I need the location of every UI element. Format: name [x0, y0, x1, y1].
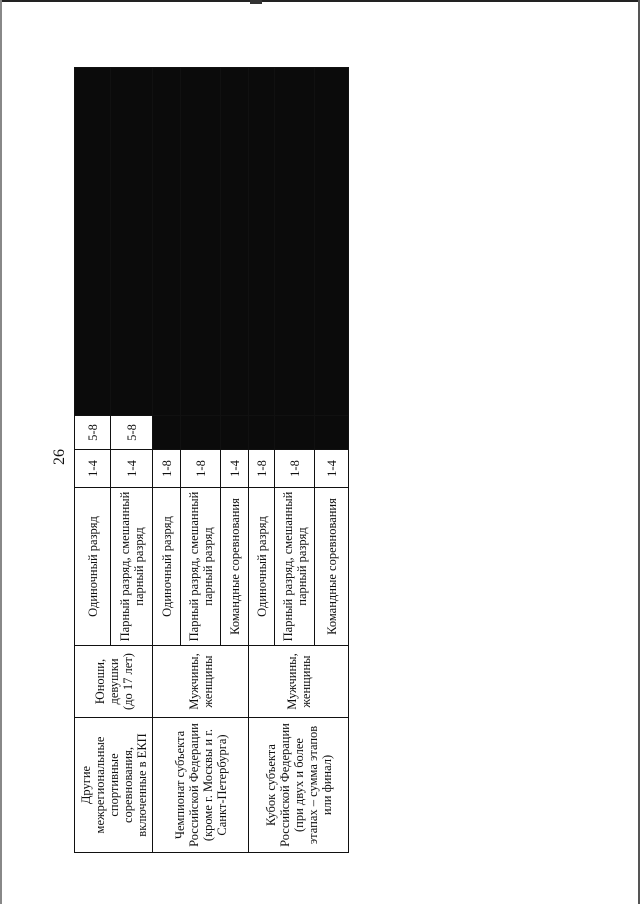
places-cell: 1-4: [111, 450, 153, 488]
blacked-out-cell: [249, 68, 275, 416]
blacked-out-cell: [153, 68, 181, 416]
competition-cell: Чемпионат субъекта Российской Федерации (кроме г. Москвы и г. Санкт-Петербурга): [153, 718, 249, 853]
group-cell: Мужчины, женщины: [249, 646, 349, 718]
discipline-cell: Одиночный разряд: [75, 488, 111, 646]
blacked-out-cell: [75, 68, 111, 416]
scan-left-edge: [0, 0, 2, 904]
blacked-out-cell: [315, 68, 349, 416]
group-cell: Юноши, девушки (до 17 лет): [75, 646, 153, 718]
blacked-out-cell: [275, 68, 315, 416]
blacked-out-cell: [221, 416, 249, 450]
competition-cell: Кубок субъекта Российской Федерации (при двух и более этапах – сумма этапов или финал): [249, 718, 349, 853]
blacked-out-cell: [249, 416, 275, 450]
places-cell: 1-8: [249, 450, 275, 488]
scan-top-border: [0, 0, 640, 2]
blacked-out-cell: [181, 416, 221, 450]
places-cell: 1-4: [221, 450, 249, 488]
discipline-cell: Одиночный разряд: [249, 488, 275, 646]
discipline-cell: Парный разряд, смешанный парный разряд: [181, 488, 221, 646]
places-cell: 1-8: [181, 450, 221, 488]
blacked-out-cell: [153, 416, 181, 450]
places-cell: 1-4: [75, 450, 111, 488]
blacked-out-cell: [315, 416, 349, 450]
places-cell: 1-8: [153, 450, 181, 488]
page-number: 26: [51, 449, 68, 465]
group-cell: Мужчины, женщины: [153, 646, 249, 718]
places-cell: 1-8: [275, 450, 315, 488]
extra-places-cell: 5-8: [111, 416, 153, 450]
extra-places-cell: 5-8: [75, 416, 111, 450]
blacked-out-cell: [111, 68, 153, 416]
discipline-cell: Командные соревнования: [315, 488, 349, 646]
table-row: [249, 68, 275, 853]
places-cell: 1-4: [315, 450, 349, 488]
discipline-cell: Командные соревнования: [221, 488, 249, 646]
blacked-out-cell: [275, 416, 315, 450]
blacked-out-cell: [181, 68, 221, 416]
blacked-out-cell: [221, 68, 249, 416]
sports-ranking-table: [74, 67, 349, 853]
table-row: [153, 68, 181, 853]
rotated-table-region: [74, 68, 339, 853]
competition-cell: Другие межрегиональные спортивные соревнования, включенные в ЕКП: [75, 718, 153, 853]
discipline-cell: Парный разряд, смешанный парный разряд: [111, 488, 153, 646]
scan-artifact: [250, 0, 262, 4]
discipline-cell: Парный разряд, смешанный парный разряд: [275, 488, 315, 646]
discipline-cell: Одиночный разряд: [153, 488, 181, 646]
table-row: [75, 68, 111, 853]
